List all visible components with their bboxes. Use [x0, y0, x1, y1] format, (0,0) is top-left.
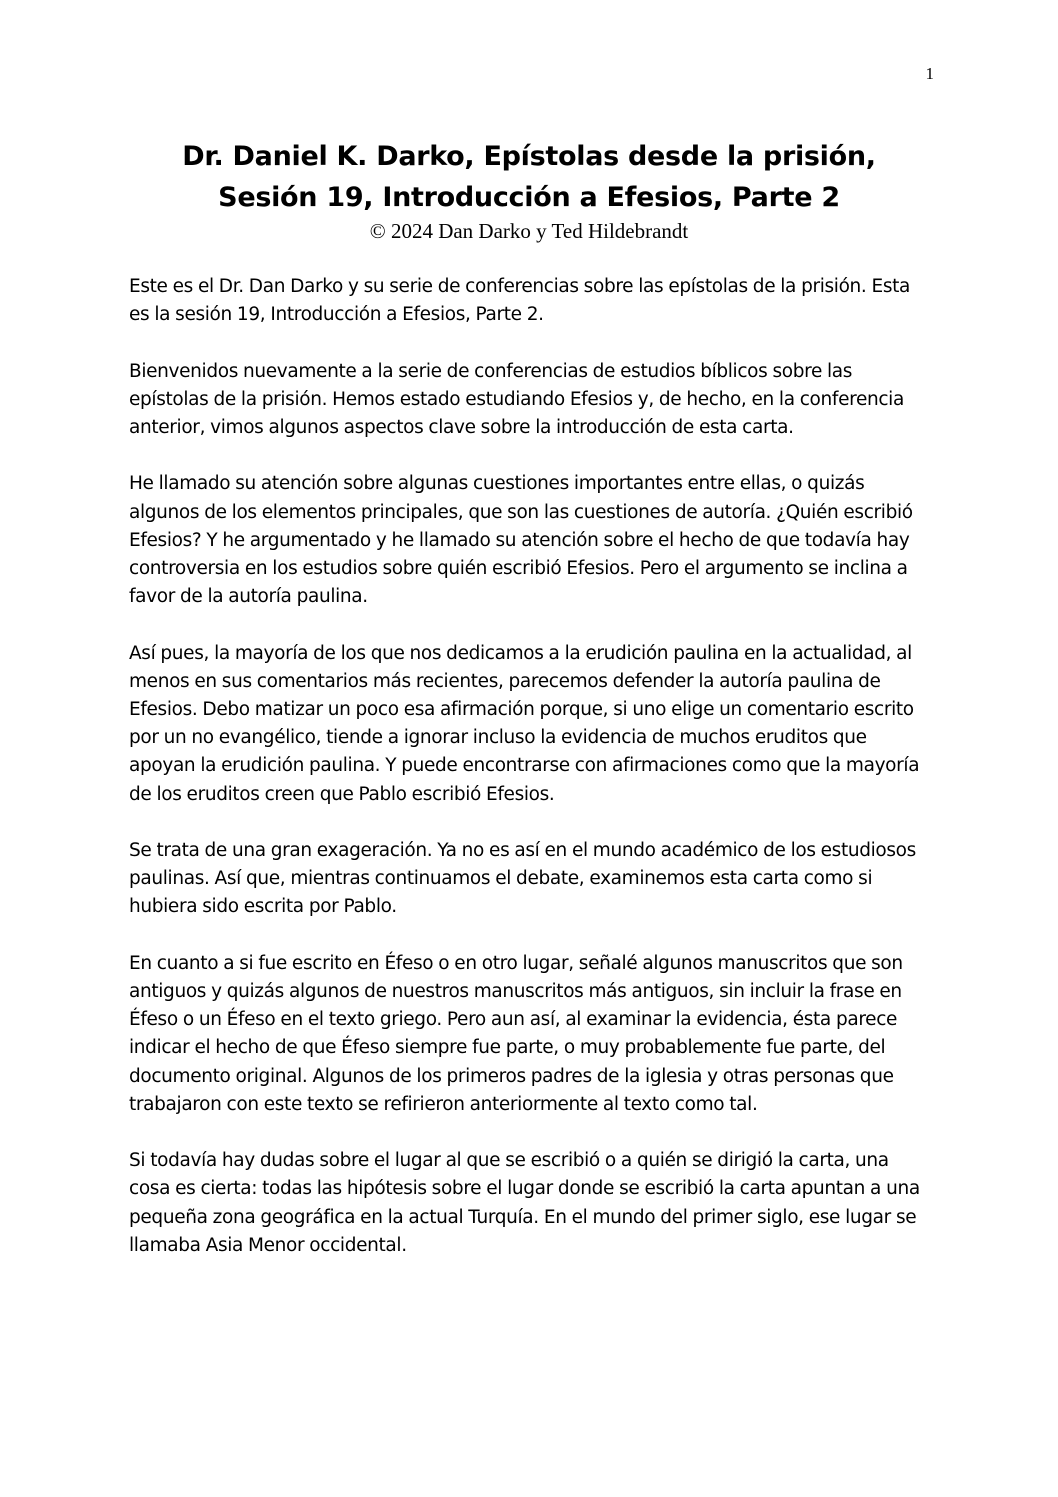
paragraph-3: He llamado su atención sobre algunas cuestiones importantes entre ellas, o quizás algunos de los elementos principales, que son las cuestiones de autoría. ¿Quién escribió Efesios? Y he argumentado y he llamado su atención sobre el hecho de que todavía hay controversia en los estudios sobre quién escribió Efesios. Pero el argumento se inclina a favor de la autoría paulina.	[129, 473, 913, 608]
page-number: 1	[925, 64, 934, 83]
paragraph-1: Este es el Dr. Dan Darko y su serie de conferencias sobre las epístolas de la prisión. Esta es la sesión 19, Introducción a Efesios, Parte 2.	[129, 276, 911, 326]
paragraph-5: Se trata de una gran exageración. Ya no es así en el mundo académico de los estudiosos paulinas. Así que, mientras continuamos el debate, examinemos esta carta como si hubiera sido escrita por Pablo.	[129, 840, 916, 918]
document-title-line-2: Sesión 19, Introducción a Efesios, Parte 2	[218, 182, 840, 213]
paragraph-2: Bienvenidos nuevamente a la serie de conferencias de estudios bíblicos sobre las epístolas de la prisión. Hemos estado estudiando Efesios y, de hecho, en la conferencia anterior, vimos algunos aspectos clave sobre la introducción de esta carta.	[129, 360, 904, 438]
document-header	[100, 136, 958, 244]
paragraph-4: Así pues, la mayoría de los que nos dedicamos a la erudición paulina en la actualidad, al menos en sus comentarios más recientes, parecemos defender la autoría paulina de Efesios. Debo matizar un poco esa afirmación porque, si uno elige un comentario escrito por un no evangélico, tiende a ignorar incluso la evidencia de muchos eruditos que apoyan la erudición paulina. Y puede encontrarse con afirmaciones como que la mayoría de los eruditos creen que Pablo escribió Efesios.	[129, 642, 920, 805]
document-body	[129, 273, 934, 1288]
document-title-line-1: Dr. Daniel K. Darko, Epístolas desde la prisión,	[182, 141, 876, 172]
paragraph-7: Si todavía hay dudas sobre el lugar al que se escribió o a quién se dirigió la carta, una cosa es cierta: todas las hipótesis sobre el lugar donde se escribió la carta apuntan a una pequeña zona geográfica en la actual Turquía. En el mundo del primer siglo, ese lugar se llamaba Asia Menor occidental.	[129, 1150, 920, 1256]
copyright-notice: © 2024 Dan Darko y Ted Hildebrandt	[369, 219, 689, 243]
paragraph-6: En cuanto a si fue escrito en Éfeso o en otro lugar, señalé algunos manuscritos que son antiguos y quizás algunos de nuestros manuscritos más antiguos, sin incluir la frase en Éfeso o un Éfeso en el texto griego. Pero aun así, al examinar la evidencia, ésta parece indicar el hecho de que Éfeso siempre fue parte, o muy probablemente fue parte, del documento original. Algunos de los primeros padres de la iglesia y otras personas que trabajaron con este texto se refirieron anteriormente al texto como tal.	[129, 952, 903, 1115]
